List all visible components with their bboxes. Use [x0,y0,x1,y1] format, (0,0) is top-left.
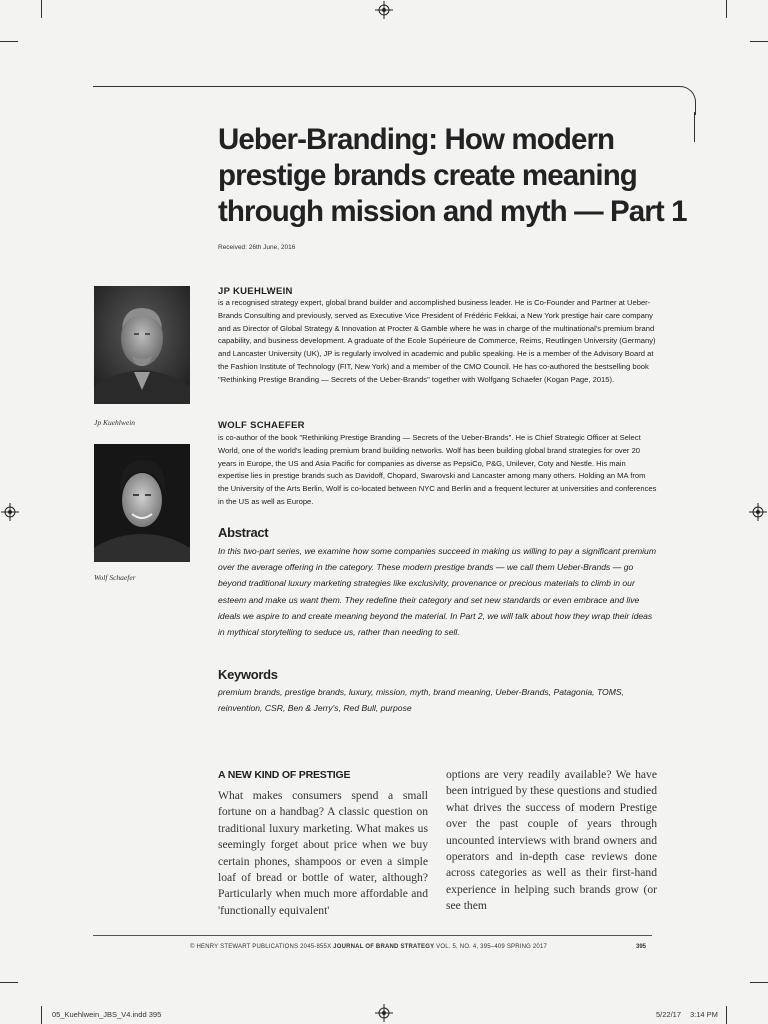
author-bio-kuehlwein: is a recognised strategy expert, global brand builder and accomplished business leader. He is Co-Founder and Partner at Ueber-Brands Consulting and previously, served as Executive Vice President of Frédéric Fekkai, a New York prestige hair care company and as Director of Global Strategy & Innovation at Procter & Gamble where he was in charge of the multinational's premium brand capability, and business development. A graduate of the Ecole Supérieure de Commerce, Reims, Reutlingen University (Germany) and Lancaster University (UK), JP is regularly involved in academic and public speaking. He is a member of the Advisory Board at the Fashion Institute of Technology (FIT, New York) and a member of the CMO Council. He has co-authored the bestselling book "Rethinking Prestige Branding — Secrets of the Ueber-Brands" together with Wolfgang Schaefer (Kogan Page, 2015). [218,298,656,384]
header-rule-side [694,112,695,142]
trim-mark [750,41,768,42]
registration-mark-icon [1,503,19,521]
keywords-heading: Keywords [218,667,278,682]
trim-mark [41,0,42,18]
registration-mark-icon [375,1,393,19]
received-date: Received: 26th June, 2016 [218,244,296,251]
author-name-schaefer: WOLF SCHAEFER [218,420,305,431]
registration-mark-icon [749,503,767,521]
trim-mark [41,1006,42,1024]
footer-rule [93,935,652,936]
footer-line [190,944,547,950]
page-number: 395 [636,944,647,950]
author-caption-schaefer: Wolf Schaefer [94,573,136,582]
slug-file: 05_Kuehlwein_JBS_V4.indd 395 [52,1010,162,1019]
article-title: Ueber-Branding: How modern prestige brands create meaning through mission and myth — Part 1 [218,123,687,228]
slug-date: 5/22/17 [656,1010,682,1019]
author-caption-kuehlwein: Jp Kuehlwein [94,418,136,427]
footer-issue: VOL. 5, NO. 4, 395–409 SPRING 2017 [436,944,548,950]
trim-mark [0,41,18,42]
footer-journal: JOURNAL OF BRAND STRATEGY [333,944,435,950]
body-column-2: options are very readily available? We have been intrigued by these questions and studied what drives the success of modern Prestige over the past couple of years through uncounted interviews with brand owners and operators and in-depth case reviews done across categories as well as their first-hand experience in helping such brands grow (or see them [446,768,657,913]
slug-time: 3:14 PM [690,1010,718,1019]
body-column-1: What makes consumers spend a small fortune on a handbag? A classic question on traditional luxury marketing. What makes us seemingly forget about price when we buy certain phones, shampoos or even a simple loaf of bread or bottle of water, although? Particularly when much more affordable and 'functionally equivalent' [218,789,428,917]
author-photo-schaefer [94,444,190,562]
author-photo-kuehlwein [94,286,190,404]
author-bio-schaefer: is co-author of the book "Rethinking Prestige Branding — Secrets of the Ueber-Brands". He is Chief Strategic Officer at Select World, one of the world's leading premium brand building networks. Wolf has been building global brand strategies for over 20 years in Europe, the US and Asia Pacific for companies as diverse as PepsiCo, P&G, Unilever, Coty and Nestle. His main expertise lies in prestige brands such as Davidoff, Chopard, Swarovski and Lancaster among many others. Holding an MA from the University of the Arts Berlin, Wolf is co-located between NYC and Berlin and a frequent lecturer at universities and conferences in the US as well as Europe. [218,433,657,506]
header-rule [93,86,669,87]
footer-publisher: © HENRY STEWART PUBLICATIONS 2045-855X [190,944,332,950]
trim-mark [0,982,18,983]
registration-mark-icon [375,1004,393,1022]
abstract-text: In this two-part series, we examine how some companies succeed in making us willing to pay a significant premium over the average offering in the category. These modern prestige brands — we call them Ueber-Brands — go beyond traditional luxury marketing strategies like exclusivity, provenance or precious materials to climb in our esteem and make us want them. They redefine their category and set new standards or even embrace and live ideals we aspire to and create meaning beyond the material. In Part 2, we will talk about how they wrap their ideas in mythical storytelling to seduce us, rather than needing to sell. [218,546,657,638]
keywords-text: premium brands, prestige brands, luxury, mission, myth, brand meaning, Ueber-Brands, Patagonia, TOMS, reinvention, CSR, Ben & Jerry's, Red Bull, purpose [218,687,625,714]
section-heading: A NEW KIND OF PRESTIGE [218,769,351,781]
header-rule-corner [667,86,696,115]
trim-mark [726,1006,727,1024]
abstract-heading: Abstract [218,525,269,540]
author-name-kuehlwein: JP KUEHLWEIN [218,286,293,297]
trim-mark [750,982,768,983]
trim-mark [726,0,727,18]
